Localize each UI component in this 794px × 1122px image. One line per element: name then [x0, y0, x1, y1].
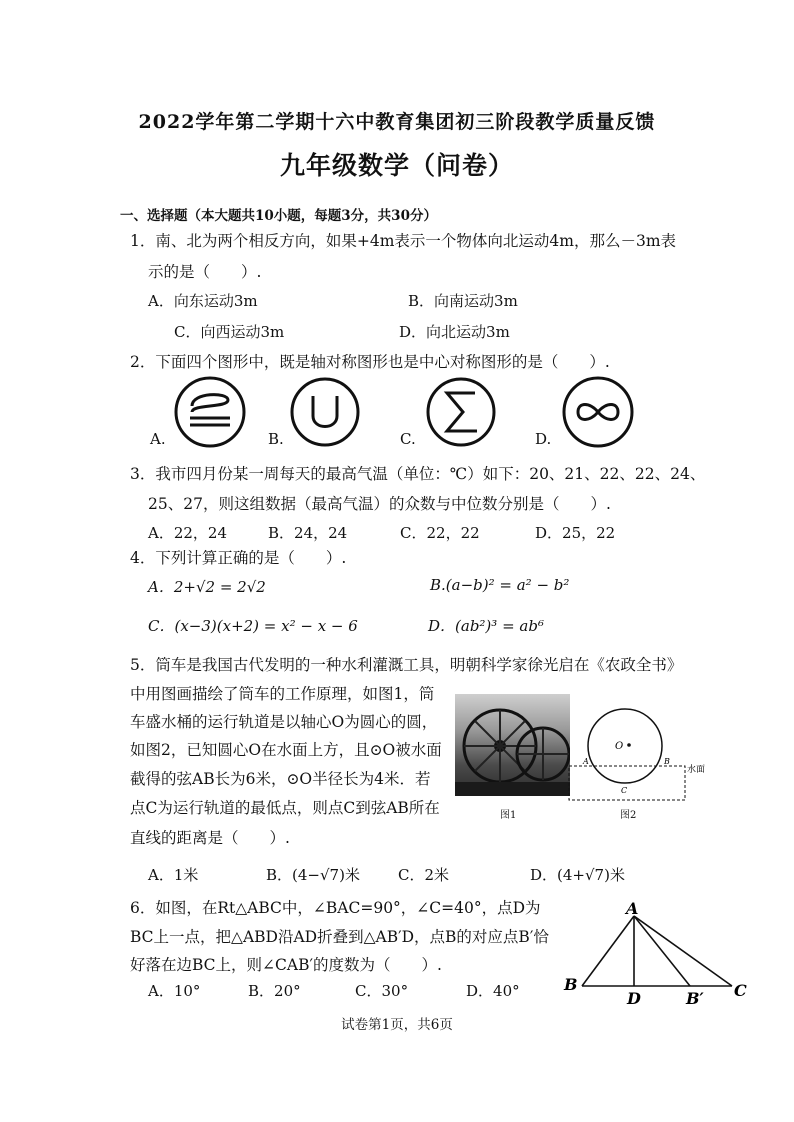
q2-symbol-c: [425, 376, 497, 448]
q2-symbol-b: [289, 376, 361, 448]
fig2-label-a: A: [583, 757, 589, 766]
q3-option-c: C．22，22: [400, 524, 480, 542]
q5-stem-line7: 直线的距离是（ ）.: [130, 829, 290, 847]
fig6-label-c: C: [734, 981, 747, 1000]
q6-option-b: B．20°: [248, 982, 301, 1000]
q5-stem-line1: 5．筒车是我国古代发明的一种水利灌溉工具，明朝科学家徐光启在《农政全书》: [130, 656, 683, 674]
q6-stem-line2: BC上一点，把△ABD沿AD折叠到△AB′D，点B的对应点B′恰: [130, 928, 549, 946]
q4-option-d: D．(ab²)³ = ab⁶: [428, 617, 544, 635]
q2-label-c: C.: [400, 430, 416, 448]
q4-option-b: B.(a−b)² = a² − b²: [430, 576, 570, 594]
fig6-label-d: D: [627, 989, 641, 1008]
q1-stem-line1: 1．南、北为两个相反方向，如果+4m表示一个物体向北运动4m，那么－3m表: [130, 232, 677, 250]
q2-label-a: A.: [150, 430, 166, 448]
exam-subtitle: 九年级数学（问卷）: [279, 151, 514, 180]
fig2-label-b: B: [664, 757, 670, 766]
q2-symbol-a: [172, 374, 248, 450]
q5-stem-line2: 中用图画描绘了筒车的工作原理，如图1，筒: [130, 685, 435, 703]
q6-option-c: C．30°: [355, 982, 409, 1000]
page-footer: 试卷第1页，共6页: [341, 1017, 453, 1033]
q2-label-b: B.: [268, 430, 284, 448]
q6-triangle-diagram: [560, 898, 750, 1010]
q3-stem-line2: 25、27，则这组数据（最高气温）的众数与中位数分别是（ ）.: [148, 495, 611, 513]
waterwheel-photo: [455, 694, 570, 796]
q6-option-a: A．10°: [148, 982, 201, 1000]
q6-stem-line1: 6．如图，在Rt△ABC中，∠BAC=90°，∠C=40°，点D为: [130, 899, 541, 917]
q4-option-c: C．(x−3)(x+2) = x² − x − 6: [148, 617, 358, 635]
q6-option-d: D．40°: [466, 982, 520, 1000]
q3-stem-line1: 3．我市四月份某一周每天的最高气温（单位：℃）如下：20、21、22、22、24、: [130, 465, 706, 483]
q1-option-b: B．向南运动3m: [408, 292, 518, 310]
q3-option-d: D．25，22: [535, 524, 616, 542]
q2-stem: 2．下面四个图形中，既是轴对称图形也是中心对称图形的是（ ）.: [130, 353, 610, 371]
q3-option-a: A．22，24: [148, 524, 228, 542]
q5-stem-line5: 截得的弦AB长为6米，⊙O半径长为4米．若: [130, 770, 431, 788]
fig2-label-o: O: [615, 741, 624, 752]
fig6-label-b: B: [564, 975, 578, 994]
exam-title: 2022学年第二学期十六中教育集团初三阶段教学质量反馈: [138, 111, 656, 133]
fig6-label-b1: B′: [686, 989, 704, 1008]
q1-option-a: A．向东运动3m: [148, 292, 258, 310]
q4-stem: 4．下列计算正确的是（ ）.: [130, 549, 347, 567]
q5-option-c: C．2米: [398, 866, 450, 884]
q5-stem-line6: 点C为运行轨道的最低点，则点C到弦AB所在: [130, 799, 440, 817]
q2-label-d: D.: [535, 430, 552, 448]
q3-option-b: B．24，24: [268, 524, 348, 542]
q1-option-c: C．向西运动3m: [174, 323, 285, 341]
fig2-label-c: C: [621, 786, 628, 795]
q5-stem-line3: 车盛水桶的运行轨道是以轴心O为圆心的圆，: [130, 713, 438, 731]
fig1-caption: 图1: [500, 810, 517, 821]
q1-stem-line2: 示的是（ ）.: [148, 263, 262, 281]
q5-fig2-diagram: [565, 706, 715, 816]
q5-option-a: A．1米: [148, 866, 199, 884]
q5-stem-line4: 如图2，已知圆心O在水面上方，且⊙O被水面: [130, 741, 442, 759]
q5-option-b: B．(4−√7)米: [266, 866, 360, 884]
q1-option-d: D．向北运动3m: [399, 323, 510, 341]
q5-option-d: D．(4+√7)米: [530, 866, 625, 884]
q2-symbol-d: [560, 374, 636, 450]
section-heading: 一、选择题（本大题共10小题，每题3分，共30分）: [120, 208, 437, 224]
q4-option-a: A．2+√2 = 2√2: [148, 578, 266, 596]
q6-stem-line3: 好落在边BC上，则∠CAB′的度数为（ ）.: [130, 956, 442, 974]
fig2-label-water: 水面: [687, 765, 706, 775]
fig6-label-a: A: [626, 899, 639, 918]
fig2-caption: 图2: [620, 810, 637, 821]
